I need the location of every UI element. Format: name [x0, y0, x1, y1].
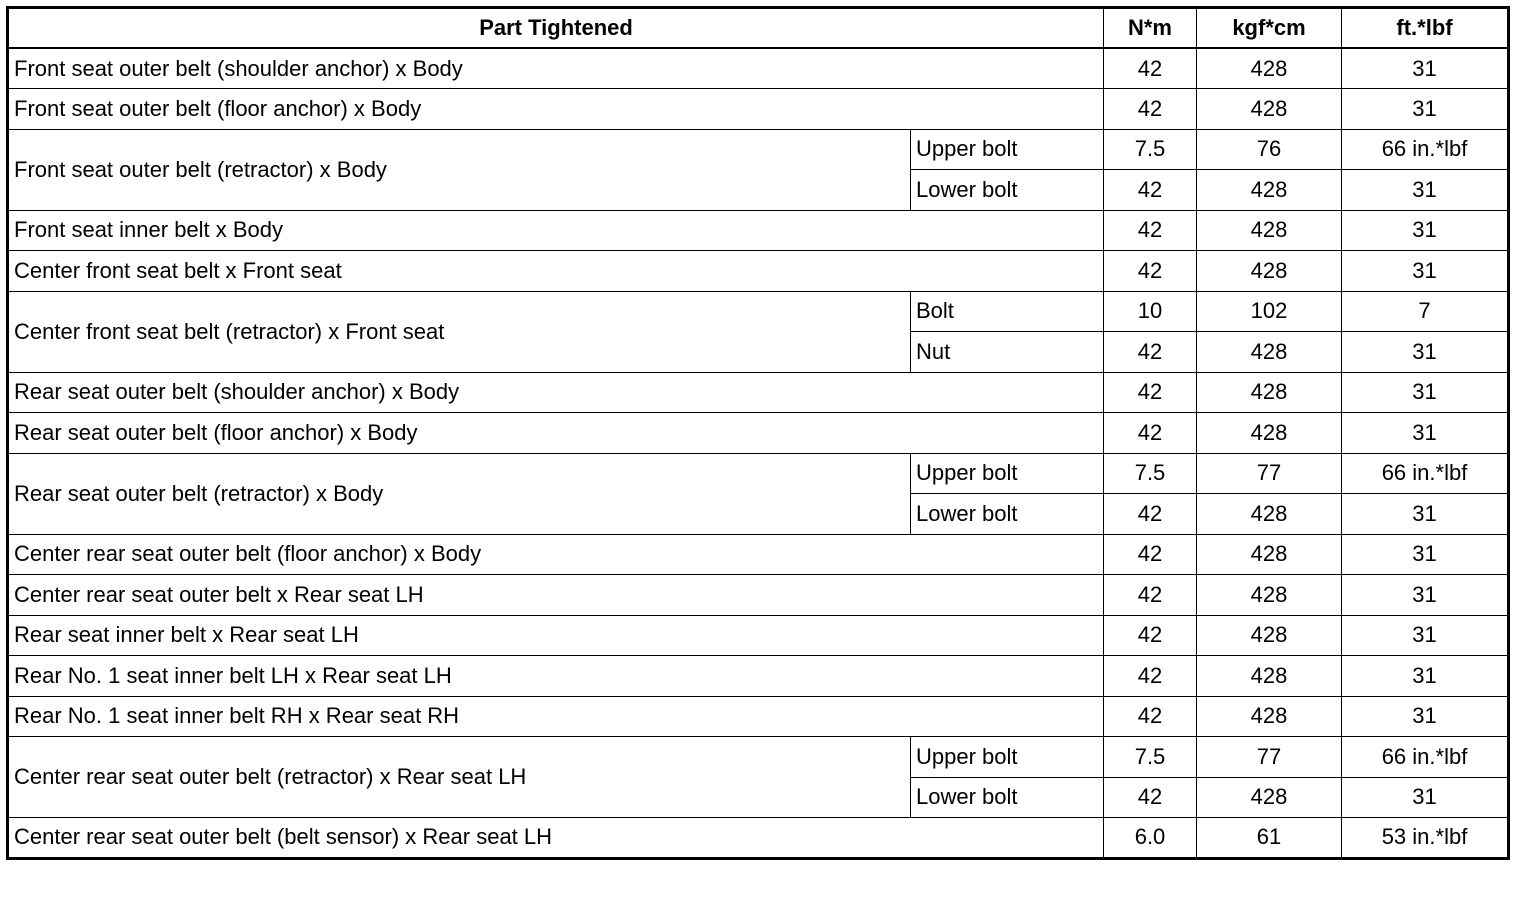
- part-tightened-cell: Rear No. 1 seat inner belt RH x Rear seat RH: [8, 696, 1104, 737]
- fastener-cell: Upper bolt: [911, 737, 1104, 778]
- fastener-cell: Lower bolt: [911, 170, 1104, 211]
- table-row: [8, 48, 1509, 89]
- torque-nm-cell: 42: [1104, 534, 1197, 575]
- torque-nm-cell: 42: [1104, 372, 1197, 413]
- table-row: [8, 291, 1509, 332]
- part-tightened-cell: Center front seat belt (retractor) x Front seat: [8, 291, 911, 372]
- torque-ft-lbf-cell: 31: [1342, 777, 1509, 818]
- torque-nm-cell: 42: [1104, 656, 1197, 697]
- table-row: [8, 737, 1509, 778]
- header-kgf-cm: kgf*cm: [1197, 8, 1342, 49]
- torque-nm-cell: 42: [1104, 777, 1197, 818]
- torque-nm-cell: 42: [1104, 615, 1197, 656]
- header-row: [8, 8, 1509, 49]
- torque-nm-cell: 42: [1104, 210, 1197, 251]
- torque-ft-lbf-cell: 31: [1342, 372, 1509, 413]
- torque-nm-cell: 7.5: [1104, 453, 1197, 494]
- torque-nm-cell: 42: [1104, 251, 1197, 292]
- header-part-tightened: Part Tightened: [8, 8, 1104, 49]
- torque-kgf-cm-cell: 428: [1197, 696, 1342, 737]
- torque-kgf-cm-cell: 428: [1197, 534, 1342, 575]
- torque-ft-lbf-cell: 31: [1342, 332, 1509, 373]
- table-body: [8, 48, 1509, 858]
- torque-kgf-cm-cell: 428: [1197, 48, 1342, 89]
- torque-ft-lbf-cell: 31: [1342, 615, 1509, 656]
- fastener-cell: Nut: [911, 332, 1104, 373]
- torque-kgf-cm-cell: 61: [1197, 818, 1342, 859]
- torque-kgf-cm-cell: 428: [1197, 575, 1342, 616]
- fastener-cell: Upper bolt: [911, 129, 1104, 170]
- table-row: [8, 575, 1509, 616]
- torque-ft-lbf-cell: 7: [1342, 291, 1509, 332]
- table-row: [8, 372, 1509, 413]
- torque-nm-cell: 7.5: [1104, 737, 1197, 778]
- torque-kgf-cm-cell: 102: [1197, 291, 1342, 332]
- fastener-cell: Upper bolt: [911, 453, 1104, 494]
- table-row: [8, 534, 1509, 575]
- torque-kgf-cm-cell: 77: [1197, 453, 1342, 494]
- torque-nm-cell: 42: [1104, 696, 1197, 737]
- table-row: [8, 210, 1509, 251]
- fastener-cell: Bolt: [911, 291, 1104, 332]
- torque-nm-cell: 6.0: [1104, 818, 1197, 859]
- table-row: [8, 818, 1509, 859]
- torque-nm-cell: 42: [1104, 413, 1197, 454]
- torque-kgf-cm-cell: 428: [1197, 210, 1342, 251]
- part-tightened-cell: Center rear seat outer belt (belt sensor) x Rear seat LH: [8, 818, 1104, 859]
- part-tightened-cell: Front seat outer belt (retractor) x Body: [8, 129, 911, 210]
- torque-nm-cell: 42: [1104, 170, 1197, 211]
- torque-nm-cell: 7.5: [1104, 129, 1197, 170]
- torque-kgf-cm-cell: 428: [1197, 170, 1342, 211]
- header-ft-lbf: ft.*lbf: [1342, 8, 1509, 49]
- torque-kgf-cm-cell: 76: [1197, 129, 1342, 170]
- torque-nm-cell: 42: [1104, 332, 1197, 373]
- part-tightened-cell: Rear seat inner belt x Rear seat LH: [8, 615, 1104, 656]
- torque-ft-lbf-cell: 31: [1342, 534, 1509, 575]
- torque-ft-lbf-cell: 31: [1342, 494, 1509, 535]
- torque-nm-cell: 42: [1104, 575, 1197, 616]
- table-row: [8, 656, 1509, 697]
- torque-kgf-cm-cell: 428: [1197, 777, 1342, 818]
- torque-ft-lbf-cell: 31: [1342, 251, 1509, 292]
- part-tightened-cell: Center front seat belt x Front seat: [8, 251, 1104, 292]
- torque-kgf-cm-cell: 428: [1197, 615, 1342, 656]
- part-tightened-cell: Rear seat outer belt (retractor) x Body: [8, 453, 911, 534]
- part-tightened-cell: Front seat outer belt (shoulder anchor) x Body: [8, 48, 1104, 89]
- torque-ft-lbf-cell: 66 in.*lbf: [1342, 737, 1509, 778]
- torque-kgf-cm-cell: 428: [1197, 413, 1342, 454]
- table-row: [8, 129, 1509, 170]
- header-nm: N*m: [1104, 8, 1197, 49]
- part-tightened-cell: Front seat inner belt x Body: [8, 210, 1104, 251]
- part-tightened-cell: Rear No. 1 seat inner belt LH x Rear seat LH: [8, 656, 1104, 697]
- torque-ft-lbf-cell: 66 in.*lbf: [1342, 129, 1509, 170]
- fastener-cell: Lower bolt: [911, 777, 1104, 818]
- table-row: [8, 413, 1509, 454]
- torque-kgf-cm-cell: 77: [1197, 737, 1342, 778]
- torque-ft-lbf-cell: 53 in.*lbf: [1342, 818, 1509, 859]
- part-tightened-cell: Center rear seat outer belt (retractor) x Rear seat LH: [8, 737, 911, 818]
- torque-ft-lbf-cell: 31: [1342, 696, 1509, 737]
- table-row: [8, 251, 1509, 292]
- torque-ft-lbf-cell: 31: [1342, 210, 1509, 251]
- part-tightened-cell: Rear seat outer belt (shoulder anchor) x Body: [8, 372, 1104, 413]
- torque-ft-lbf-cell: 31: [1342, 656, 1509, 697]
- torque-specification-table: [6, 6, 1510, 860]
- part-tightened-cell: Front seat outer belt (floor anchor) x Body: [8, 89, 1104, 130]
- table-row: [8, 615, 1509, 656]
- torque-kgf-cm-cell: 428: [1197, 372, 1342, 413]
- torque-ft-lbf-cell: 31: [1342, 48, 1509, 89]
- torque-ft-lbf-cell: 31: [1342, 575, 1509, 616]
- part-tightened-cell: Center rear seat outer belt (floor anchor) x Body: [8, 534, 1104, 575]
- fastener-cell: Lower bolt: [911, 494, 1104, 535]
- table-row: [8, 89, 1509, 130]
- table-row: [8, 696, 1509, 737]
- torque-kgf-cm-cell: 428: [1197, 251, 1342, 292]
- part-tightened-cell: Rear seat outer belt (floor anchor) x Body: [8, 413, 1104, 454]
- table-row: [8, 453, 1509, 494]
- torque-kgf-cm-cell: 428: [1197, 89, 1342, 130]
- torque-nm-cell: 42: [1104, 89, 1197, 130]
- torque-kgf-cm-cell: 428: [1197, 494, 1342, 535]
- torque-ft-lbf-cell: 66 in.*lbf: [1342, 453, 1509, 494]
- torque-nm-cell: 10: [1104, 291, 1197, 332]
- torque-kgf-cm-cell: 428: [1197, 332, 1342, 373]
- part-tightened-cell: Center rear seat outer belt x Rear seat LH: [8, 575, 1104, 616]
- torque-ft-lbf-cell: 31: [1342, 89, 1509, 130]
- torque-ft-lbf-cell: 31: [1342, 170, 1509, 211]
- torque-nm-cell: 42: [1104, 48, 1197, 89]
- torque-ft-lbf-cell: 31: [1342, 413, 1509, 454]
- torque-kgf-cm-cell: 428: [1197, 656, 1342, 697]
- torque-nm-cell: 42: [1104, 494, 1197, 535]
